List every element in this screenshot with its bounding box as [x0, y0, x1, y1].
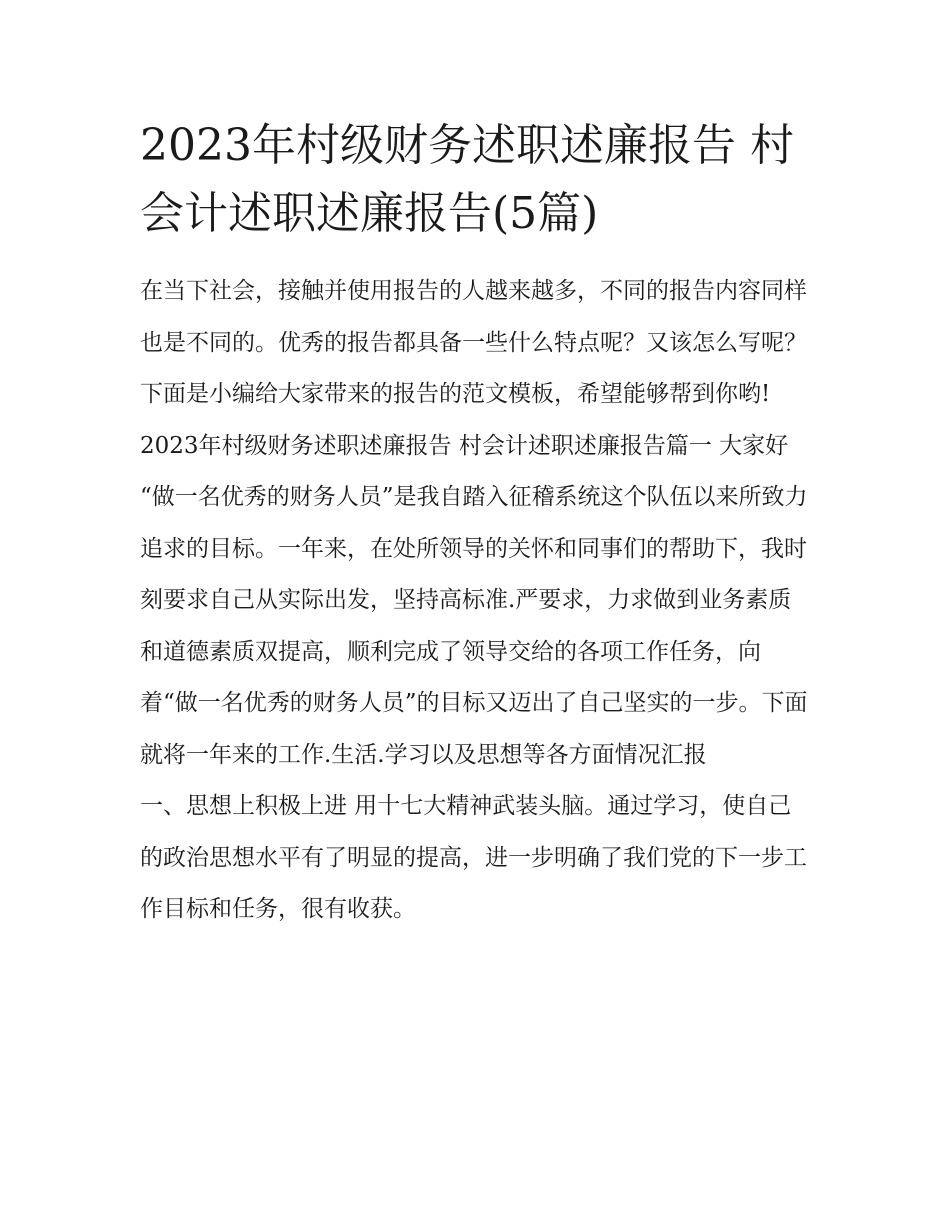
paragraph-body: “做一名优秀的财务人员”是我自踏入征稽系统这个队伍以来所致力追求的目标。一年来，在处所领导的关怀和同事们的帮助下，我时刻要求自己从实际出发，坚持高标准.严要求，力求做到业务素质和道德素质双提高，顺利完成了领导交给的各项工作任务，向着“做一名优秀的财务人员”的目标又迈出了自己坚实的一步。下面就将一年来的工作.生活.学习以及思想等各方面情况汇报 [140, 484, 808, 768]
paragraph-intro: 在当下社会，接触并使用报告的人越来越多，不同的报告内容同样也是不同的。优秀的报告都具备一些什么特点呢？又该怎么写呢？下面是小编给大家带来的报告的范文模板，希望能够帮到你哟! [140, 278, 807, 407]
paragraph-point-one: 一、思想上积极上进 用十七大精神武装头脑。通过学习，使自己的政治思想水平有了明显的提高，进一步明确了我们党的下一步工作目标和任务，很有收获。 [140, 793, 807, 922]
paragraph-section-heading: 2023年村级财务述职述廉报告 村会计述职述廉报告篇一 大家好 [140, 432, 789, 459]
document-page [140, 112, 812, 936]
document-title: 2023年村级财务述职述廉报告 村会计述职述廉报告(5篇) [140, 120, 794, 239]
